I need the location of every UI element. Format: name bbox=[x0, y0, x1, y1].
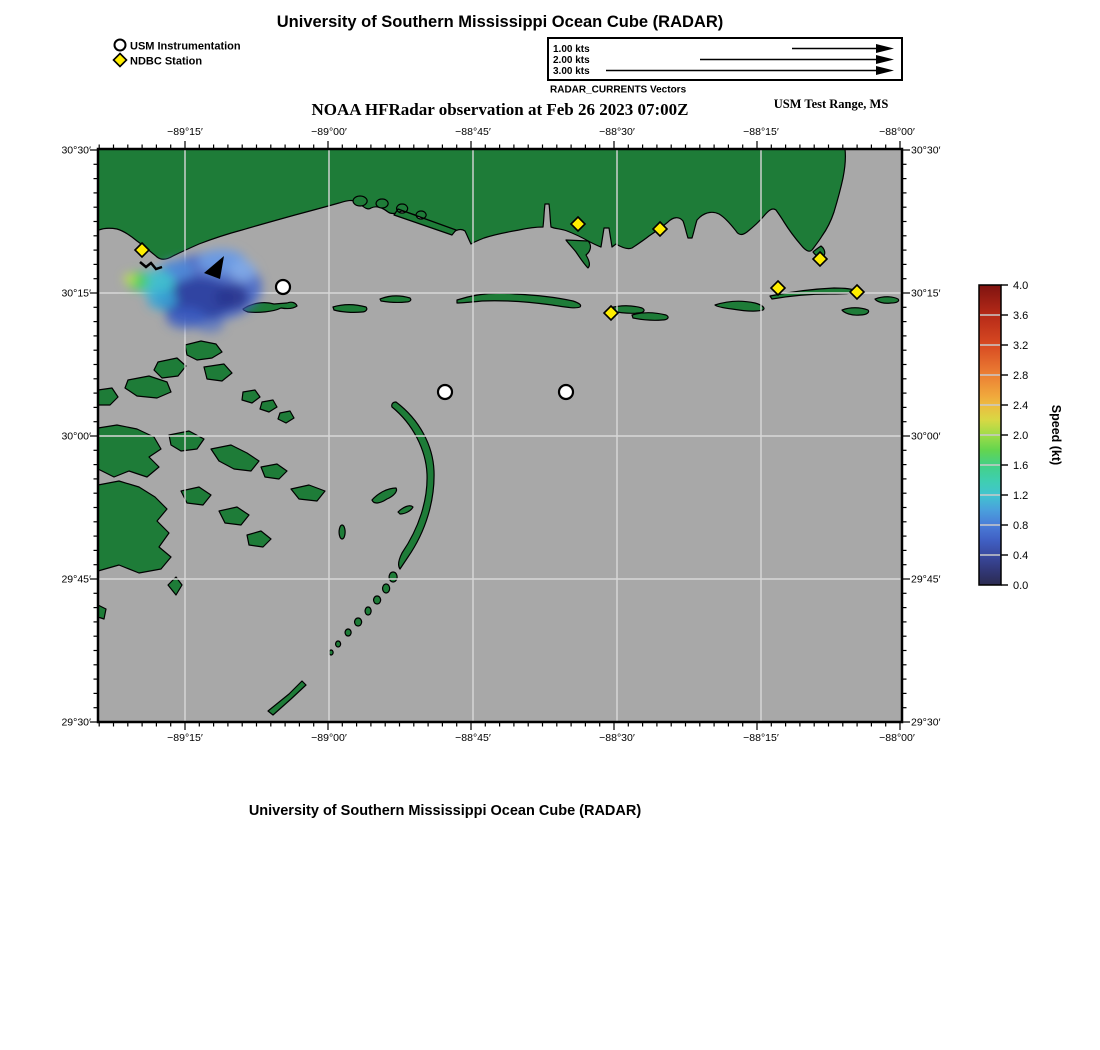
colorbar bbox=[979, 280, 1063, 592]
colorbar-tick-label: 0.4 bbox=[1013, 550, 1029, 562]
vector-legend bbox=[548, 38, 902, 96]
lon-label-bottom: −88°00′ bbox=[879, 732, 915, 744]
map bbox=[61, 126, 940, 744]
speed-blob bbox=[147, 290, 177, 310]
colorbar-tick-label: 1.6 bbox=[1013, 460, 1029, 472]
lon-label-top: −88°30′ bbox=[599, 126, 635, 138]
region-label: USM Test Range, MS bbox=[773, 97, 889, 111]
lat-label-right: 29°45′ bbox=[911, 573, 941, 586]
map-subtitle: NOAA HFRadar observation at Feb 26 2023 07:00Z bbox=[311, 100, 689, 119]
lat-label-left: 30°30′ bbox=[61, 144, 91, 157]
colorbar-tick-label: 2.4 bbox=[1013, 400, 1029, 412]
colorbar-tick-label: 2.8 bbox=[1013, 370, 1029, 382]
bottom-title: University of Southern Mississippi Ocean Cube (RADAR) bbox=[248, 803, 642, 819]
lon-label-bottom: −88°45′ bbox=[455, 732, 491, 744]
lat-label-left: 30°00′ bbox=[61, 430, 91, 443]
lon-label-top: −88°00′ bbox=[879, 126, 915, 138]
ndbc-station-icon bbox=[114, 54, 127, 67]
lon-label-bottom: −89°15′ bbox=[167, 732, 203, 744]
marker-legend-label: USM Instrumentation bbox=[130, 40, 241, 53]
colorbar-tick-label: 2.0 bbox=[1013, 430, 1029, 442]
colorbar-tick-label: 3.2 bbox=[1013, 340, 1029, 352]
lon-label-top: −89°15′ bbox=[167, 126, 203, 138]
marker-legend-label: NDBC Station bbox=[130, 55, 203, 68]
colorbar-title: Speed (kt) bbox=[1049, 404, 1063, 466]
marker-legend bbox=[114, 40, 241, 68]
lon-label-bottom: −88°30′ bbox=[599, 732, 635, 744]
lat-label-left: 29°45′ bbox=[61, 573, 91, 586]
lat-label-left: 29°30′ bbox=[61, 716, 91, 729]
lon-label-top: −89°00′ bbox=[311, 126, 347, 138]
lat-label-left: 30°15′ bbox=[61, 287, 91, 300]
vector-row-label: 2.00 kts bbox=[553, 55, 590, 66]
page-title: University of Southern Mississippi Ocean Cube (RADAR) bbox=[276, 13, 724, 31]
vector-legend-title: RADAR_CURRENTS Vectors bbox=[550, 84, 687, 96]
speed-blob bbox=[215, 284, 249, 310]
speed-blob bbox=[124, 274, 136, 284]
lon-label-bottom: −88°15′ bbox=[743, 732, 779, 744]
vector-row-label: 1.00 kts bbox=[553, 44, 590, 55]
lat-label-right: 30°15′ bbox=[911, 287, 941, 300]
colorbar-tick-label: 3.6 bbox=[1013, 310, 1029, 322]
usm-instrument-marker bbox=[276, 280, 290, 294]
vector-row-label: 3.00 kts bbox=[553, 66, 590, 77]
lon-label-top: −88°45′ bbox=[455, 126, 491, 138]
lat-label-right: 30°30′ bbox=[911, 144, 941, 157]
lon-label-top: −88°15′ bbox=[743, 126, 779, 138]
usm-instrument-marker bbox=[438, 385, 452, 399]
lon-label-bottom: −89°00′ bbox=[311, 732, 347, 744]
colorbar-tick-label: 0.8 bbox=[1013, 520, 1029, 532]
speed-blob bbox=[196, 317, 224, 333]
speed-blob bbox=[230, 261, 256, 281]
colorbar-tick-label: 0.0 bbox=[1013, 580, 1029, 592]
usm-instrument-icon bbox=[115, 40, 126, 51]
colorbar-tick-label: 1.2 bbox=[1013, 490, 1029, 502]
lat-label-right: 30°00′ bbox=[911, 430, 941, 443]
lat-label-right: 29°30′ bbox=[911, 716, 941, 729]
colorbar-tick-label: 4.0 bbox=[1013, 280, 1029, 292]
usm-instrument-marker bbox=[559, 385, 573, 399]
